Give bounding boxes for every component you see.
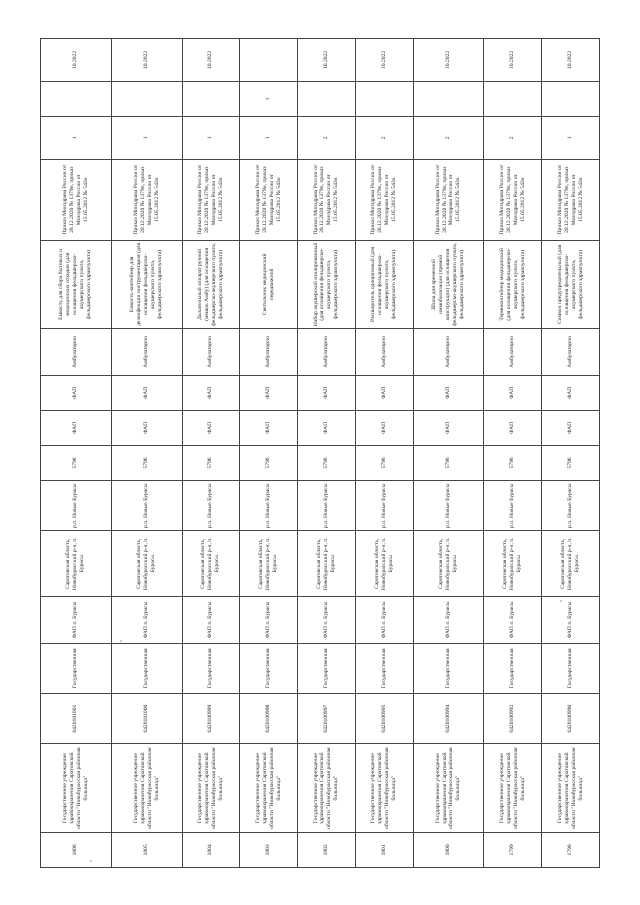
cell-qty-norm: 1 [240, 116, 298, 159]
cell-qty-fact [413, 81, 484, 116]
table-row [542, 38, 600, 867]
cell-district: р.п. Новые Бурасы [182, 480, 240, 530]
table-row [240, 38, 298, 867]
cell-normative: Приказ Минздрава России от 28.12.2020 № 1379н, приказ Минздрава России от 15.05.2012 № 543н [355, 159, 413, 240]
equipment-table [40, 38, 600, 868]
cell-ownership: Государственная [182, 643, 240, 693]
cell-qty-norm: 1 [41, 116, 112, 159]
cell-address: Саратовская область, Новобурасский р-н, п. Бурасы [298, 530, 356, 596]
cell-id: 1800 [413, 832, 484, 867]
cell-district: р.п. Новые Бурасы [484, 480, 542, 530]
table-row [355, 38, 413, 867]
cell-date: 10.2022 [413, 38, 484, 81]
cell-equipment: Расширитель одноразовый (для оснащения фельдшерско-акушерского пункта, фельдшерского здравпункта) [355, 240, 413, 329]
cell-qty-norm: 2 [355, 116, 413, 159]
cell-id: 1802 [298, 832, 356, 867]
cell-address: Саратовская область, Новобурасский р-н, п. Бурасы [111, 530, 182, 596]
cell-id: 1799 [484, 832, 542, 867]
cell-address: Саратовская область, Новобурасский р-н, п. Бурасы [413, 530, 484, 596]
cell-unit: ФАП п. Бурасы [542, 596, 600, 643]
cell-address: Саратовская область, Новобурасский р-н, п. Бурасы [355, 530, 413, 596]
cell-inn: 6420100995 [355, 693, 413, 743]
cell-id: 1801 [355, 832, 413, 867]
cell-code: 5796 [240, 445, 298, 480]
cell-unit: ФАП п. Бурасы [182, 596, 240, 643]
cell-normative: Приказ Минздрава России от 28.12.2020 № 1379н, приказ Минздрава России от 15.05.2012 № 543н [240, 159, 298, 240]
cell-date [240, 38, 298, 81]
cell-district: р.п. Новые Бурасы [111, 480, 182, 530]
cell-type2: ФАП [111, 375, 182, 410]
cell-care: Амбулаторно [111, 328, 182, 375]
cell-qty-fact [111, 81, 182, 116]
cell-org: Государственное учреждение здравоохранения Саратовской области "Новобурасская районная больница" [240, 743, 298, 832]
cell-unit: ФАП п. Бурасы [484, 596, 542, 643]
cell-code: 5796 [41, 445, 112, 480]
cell-ownership: Государственная [111, 643, 182, 693]
cell-org: Государственное учреждение здравоохранения Саратовской области "Новобурасская районная больница" [182, 743, 240, 832]
cell-code: 5796 [355, 445, 413, 480]
cell-org: Государственное учреждение здравоохранения Саратовской области "Новобурасская районная больница" [413, 743, 484, 832]
cell-code: 5796 [298, 445, 356, 480]
cell-district: р.п. Новые Бурасы [542, 480, 600, 530]
cell-date: 10.2022 [111, 38, 182, 81]
cell-equipment: Набор акушерский изолированный (для оснащения фельдшерско-акушерского пункта, фельдшерского здравпункта) [298, 240, 356, 329]
cell-id: 1806 [41, 832, 112, 867]
cell-address: Саратовская область, Новобурасский р-н, п. Бурасы [240, 530, 298, 596]
cell-type1: ФАП [542, 410, 600, 445]
cell-type1: ФАП [182, 410, 240, 445]
cell-type2: ФАП [240, 375, 298, 410]
cell-date: 10.2022 [355, 38, 413, 81]
cell-type2: ФАП [355, 375, 413, 410]
cell-type2: ФАП [298, 375, 356, 410]
cell-qty-fact [542, 81, 600, 116]
cell-district: р.п. Новые Бурасы [41, 480, 112, 530]
cell-type1: ФАП [355, 410, 413, 445]
cell-qty-norm: 1 [182, 116, 240, 159]
cell-district: р.п. Новые Бурасы [355, 480, 413, 530]
cell-unit: ФАП п. Бурасы [355, 596, 413, 643]
cell-unit: ФАП п. Бурасы [41, 596, 112, 643]
cell-normative: Приказ Минздрава России от 28.12.2020 № 1379н, приказ Минздрава России от 15.05.2012 № 543н [484, 159, 542, 240]
cell-ownership: Государственная [41, 643, 112, 693]
cell-type2: ФАП [413, 375, 484, 410]
cell-org: Государственное учреждение здравоохранения Саратовской области "Новобурасская районная больница" [484, 743, 542, 832]
cell-normative: Приказ Минздрава России от 28.12.2020 № 1379н, приказ Минздрава России от 15.05.2012 № 543н [111, 159, 182, 240]
table-row [41, 38, 112, 867]
cell-care: Амбулаторно [298, 328, 356, 375]
cell-date: 10.2022 [484, 38, 542, 81]
cell-qty-norm: 1 [111, 116, 182, 159]
cell-type1: ФАП [413, 410, 484, 445]
cell-normative: Приказ Минздрава России от 28.12.2020 № 1379н, приказ Минздрава России от 15.05.2012 № 543н [41, 159, 112, 240]
cell-care: Амбулаторно [484, 328, 542, 375]
cell-inn: 6420101001 [41, 693, 112, 743]
cell-inn: 6420100992 [484, 693, 542, 743]
cell-type1: ФАП [111, 410, 182, 445]
cell-code: 5796 [484, 445, 542, 480]
cell-care: Амбулаторно [41, 328, 112, 375]
cell-qty-norm: 2 [298, 116, 356, 159]
cell-inn: 6420100990 [542, 693, 600, 743]
cell-type2: ФАП [542, 375, 600, 410]
cell-date: 10.2022 [298, 38, 356, 81]
cell-care: Амбулаторно [542, 328, 600, 375]
cell-address: Саратовская область, Новобурасский р-н, п. Бурасы [484, 530, 542, 596]
cell-inn: 6420100994 [413, 693, 484, 743]
cell-qty-fact [484, 81, 542, 116]
table-row [413, 38, 484, 867]
cell-ownership: Государственная [240, 643, 298, 693]
cell-type1: ФАП [240, 410, 298, 445]
cell-ownership: Государственная [355, 643, 413, 693]
cell-normative: Приказ Минздрава России от 28.12.2020 № 1379н, приказ Минздрава России от 15.05.2012 № 543н [182, 159, 240, 240]
cell-type1: ФАП [484, 410, 542, 445]
cell-inn: 6420101000 [111, 693, 182, 743]
cell-id: 1804 [182, 832, 240, 867]
cell-unit: ФАП п. Бурасы [413, 596, 484, 643]
cell-inn: 6420100997 [298, 693, 356, 743]
table-row [484, 38, 542, 867]
cell-district: р.п. Новые Бурасы [240, 480, 298, 530]
table-row [298, 38, 356, 867]
cell-equipment: Термоконтейнер медицинский (для оснащения фельдшерско-акушерского пункта, фельдшерского здравпункта) [484, 240, 542, 329]
table-row [182, 38, 240, 867]
cell-unit: ФАП п. Бурасы [111, 596, 182, 643]
cell-district: р.п. Новые Бурасы [298, 480, 356, 530]
cell-date: 10.2022 [41, 38, 112, 81]
cell-normative: Приказ Минздрава России от 28.12.2020 № 1379н, приказ Минздрава России от 15.05.2012 № 543н [542, 159, 600, 240]
cell-equipment: Шина для временной иммобилизации (прямой конструкции) (для оснащения фельдшерско-акушерского пункта, фельдшерского здравпункта) [413, 240, 484, 329]
cell-code: 5796 [542, 445, 600, 480]
cell-qty-norm: 2 [484, 116, 542, 159]
cell-equipment: Дыхательный аппарат ручной (мешок Амбу) (для оснащения фельдшерско-акушерского пункта, фельдшерского здравпункта) [182, 240, 240, 329]
cell-care: Амбулаторно [355, 328, 413, 375]
cell-type2: ФАП [484, 375, 542, 410]
cell-inn: 6420100998 [240, 693, 298, 743]
cell-id: 1798 [542, 832, 600, 867]
cell-org: Государственное учреждение здравоохранения Саратовской области "Новобурасская районная больница" [542, 743, 600, 832]
cell-org: Государственное учреждение здравоохранения Саратовской области "Новобурасская районная больница" [41, 743, 112, 832]
cell-unit: ФАП п. Бурасы [298, 596, 356, 643]
cell-qty-norm: 1 [542, 116, 600, 159]
cell-address: Саратовская область, Новобурасский р-н, п. Бурасы [542, 530, 600, 596]
cell-qty-fact [298, 81, 356, 116]
cell-org: Государственное учреждение здравоохранения Саратовской области "Новобурасская районная больница" [298, 743, 356, 832]
cell-address: Саратовская область, Новобурасский р-н, п. Бурасы [41, 530, 112, 596]
cell-org: Государственное учреждение здравоохранения Саратовской области "Новобурасская районная больница" [111, 743, 182, 832]
cell-unit: ФАП п. Бурасы [240, 596, 298, 643]
cell-ownership: Государственная [484, 643, 542, 693]
cell-type1: ФАП [41, 410, 112, 445]
cell-qty-fact [41, 81, 112, 116]
cell-qty-norm: 2 [413, 116, 484, 159]
cell-care: Амбулаторно [240, 328, 298, 375]
cell-qty-fact [182, 81, 240, 116]
cell-equipment: Емкость-контейнер для дезинфекции инструментария (для оснащения фельдшерско-акушерского пункта, фельдшерского здравпункта) [111, 240, 182, 329]
cell-org: Государственное учреждение здравоохранения Саратовской области "Новобурасская районная больница" [355, 743, 413, 832]
cell-district: р.п. Новые Бурасы [413, 480, 484, 530]
cell-type2: ФАП [182, 375, 240, 410]
cell-ownership: Государственная [298, 643, 356, 693]
cell-normative: Приказ Минздрава России от 28.12.2020 № 1379н, приказ Минздрава России от 15.05.2012 № 543н [298, 159, 356, 240]
cell-id: 1805 [111, 832, 182, 867]
cell-care: Амбулаторно [413, 328, 484, 375]
cell-id: 1803 [240, 832, 298, 867]
cell-equipment: Символ предупредительный (для оснащения фельдшерско-акушерского пункта, фельдшерского здравпункта) [542, 240, 600, 329]
cell-care: Амбулаторно [182, 328, 240, 375]
cell-code: 5796 [182, 445, 240, 480]
cell-inn: 6420100999 [182, 693, 240, 743]
cell-date: 10.2022 [542, 38, 600, 81]
cell-qty-fact [355, 81, 413, 116]
cell-type2: ФАП [41, 375, 112, 410]
cell-code: 5796 [413, 445, 484, 480]
cell-ownership: Государственная [413, 643, 484, 693]
cell-qty-fact: 1 [240, 81, 298, 116]
cell-address: Саратовская область, Новобурасский р-н, п. Бурасы [182, 530, 240, 596]
cell-equipment: Светильник медицинский передвижной [240, 240, 298, 329]
cell-equipment: Емкость для сбора бытовых и медицинских отходов (для оснащения фельдшерско-акушерского пункта, фельдшерского здравпункта) [41, 240, 112, 329]
cell-type1: ФАП [298, 410, 356, 445]
cell-date: 10.2022 [182, 38, 240, 81]
rotated-table-sheet [40, 38, 600, 868]
cell-ownership: Государственная [542, 643, 600, 693]
cell-code: 5796 [111, 445, 182, 480]
cell-normative: Приказ Минздрава России от 28.12.2020 № 1379н, приказ Минздрава России от 15.05.2012 № 543н [413, 159, 484, 240]
table-row [111, 38, 182, 867]
